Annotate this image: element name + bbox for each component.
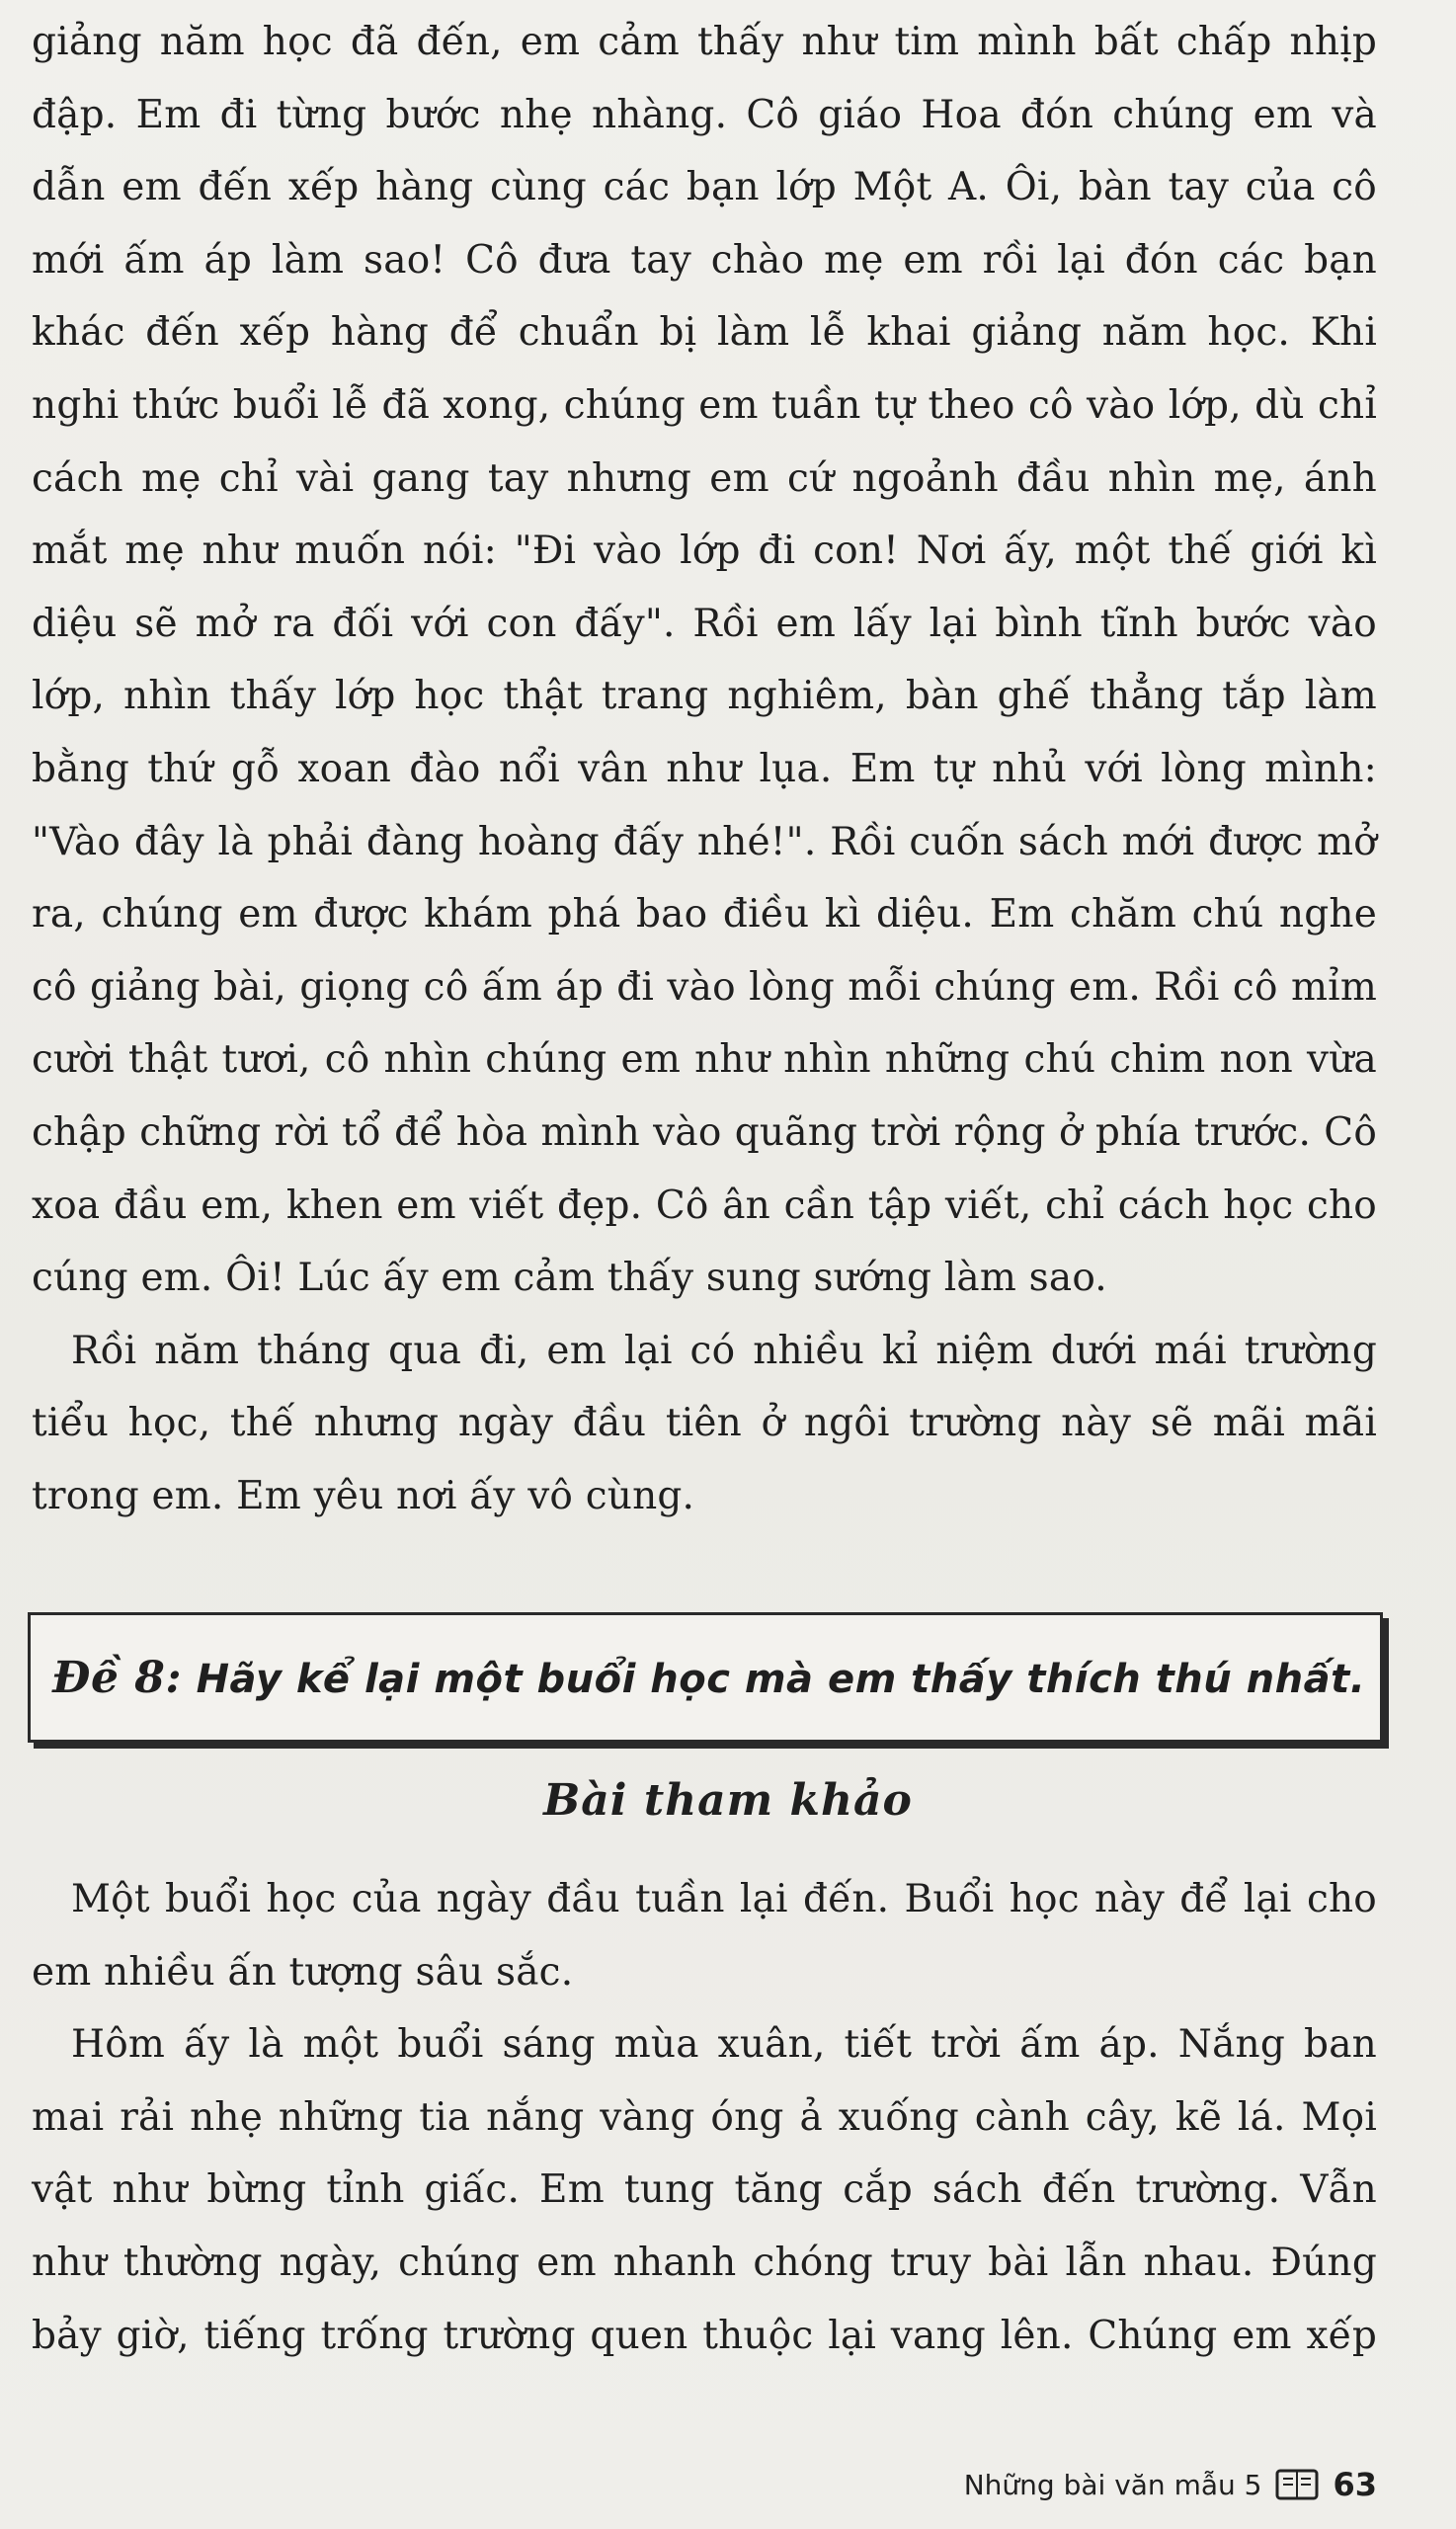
text-line: khác đến xếp hàng để chuẩn bị làm lễ khai giảng năm học. Khi bbox=[32, 310, 1377, 356]
text-line: như thường ngày, chúng em nhanh chóng truy bài lẫn nhau. Đúng bbox=[32, 2240, 1377, 2285]
text-line: cách mẹ chỉ vài gang tay nhưng em cứ ngoảnh đầu nhìn mẹ, ánh bbox=[32, 455, 1377, 501]
text-line: cười thật tươi, cô nhìn chúng em như nhìn những chú chim non vừa bbox=[32, 1037, 1377, 1083]
text-line: nghi thức buổi lễ đã xong, chúng em tuần tự theo cô vào lớp, dù chỉ bbox=[32, 382, 1377, 428]
page-footer bbox=[964, 2462, 1377, 2507]
text-line: cúng em. Ôi! Lúc ấy em cảm thấy sung sướng làm sao. bbox=[32, 1256, 1107, 1301]
page-number: 63 bbox=[1333, 2466, 1377, 2503]
text-line: diệu sẽ mở ra đối với con đấy". Rồi em lấy lại bình tĩnh bước vào bbox=[32, 601, 1377, 646]
essay-continuation bbox=[32, 6, 1377, 1532]
exercise-heading bbox=[52, 1649, 1365, 1709]
text-line: dẫn em đến xếp hàng cùng các bạn lớp Một A. Ôi, bàn tay của cô bbox=[32, 165, 1377, 210]
text-line: Hôm ấy là một buổi sáng mùa xuân, tiết trời ấm áp. Nắng ban bbox=[71, 2022, 1377, 2068]
text-line: mới ấm áp làm sao! Cô đưa tay chào mẹ em rồi lại đón các bạn bbox=[32, 237, 1377, 283]
text-line: em nhiều ấn tượng sâu sắc. bbox=[32, 1949, 574, 1995]
text-line: Một buổi học của ngày đầu tuần lại đến. Buổi học này để lại cho bbox=[71, 1877, 1377, 1921]
book-icon bbox=[1275, 2467, 1319, 2502]
exercise-prompt: Hãy kể lại một buổi học mà em thấy thích thú nhất. bbox=[196, 1657, 1366, 1702]
text-line: bảy giờ, tiếng trống trường quen thuộc lại vang lên. Chúng em xếp bbox=[32, 2313, 1377, 2358]
text-line: đập. Em đi từng bước nhẹ nhàng. Cô giáo Hoa đón chúng em và bbox=[32, 92, 1377, 137]
reference-essay bbox=[32, 1863, 1377, 2372]
text-line: "Vào đây là phải đàng hoàng đấy nhé!". Rồi cuốn sách mới được mở bbox=[32, 819, 1377, 864]
section-title: Bài tham khảo bbox=[543, 1775, 913, 1826]
text-line: mai rải nhẹ những tia nắng vàng óng ả xuống cành cây, kẽ lá. Mọi bbox=[32, 2094, 1377, 2140]
text-line: cô giảng bài, giọng cô ấm áp đi vào lòng mỗi chúng em. Rồi cô mỉm bbox=[32, 964, 1377, 1010]
text-line: tiểu học, thế nhưng ngày đầu tiên ở ngôi trường này sẽ mãi mãi bbox=[32, 1401, 1377, 1446]
text-line: xoa đầu em, khen em viết đẹp. Cô ân cần tập viết, chỉ cách học cho bbox=[32, 1183, 1377, 1228]
exercise-label: Đề 8: bbox=[52, 1653, 183, 1703]
text-line: Rồi năm tháng qua đi, em lại có nhiều kỉ niệm dưới mái trường bbox=[71, 1328, 1377, 1373]
text-line: mắt mẹ như muốn nói: "Đi vào lớp đi con! Nơi ấy, một thế giới kì bbox=[32, 529, 1377, 574]
text-line: trong em. Em yêu nơi ấy vô cùng. bbox=[32, 1473, 695, 1518]
text-line: vật như bừng tỉnh giấc. Em tung tăng cắp sách đến trường. Vẫn bbox=[32, 2167, 1377, 2213]
text-line: bằng thứ gỗ xoan đào nổi vân như lụa. Em tự nhủ với lòng mình: bbox=[32, 746, 1377, 791]
text-line: chập chững rời tổ để hòa mình vào quãng trời rộng ở phía trước. Cô bbox=[32, 1109, 1377, 1155]
book-title: Những bài văn mẫu 5 bbox=[963, 2468, 1262, 2501]
exercise-box bbox=[28, 1612, 1383, 1743]
text-line: lớp, nhìn thấy lớp học thật trang nghiêm, bàn ghế thẳng tắp làm bbox=[32, 674, 1377, 719]
text-line: ra, chúng em được khám phá bao điều kì diệu. Em chăm chú nghe bbox=[32, 892, 1377, 938]
text-line: giảng năm học đã đến, em cảm thấy như tim mình bất chấp nhịp bbox=[32, 20, 1377, 64]
